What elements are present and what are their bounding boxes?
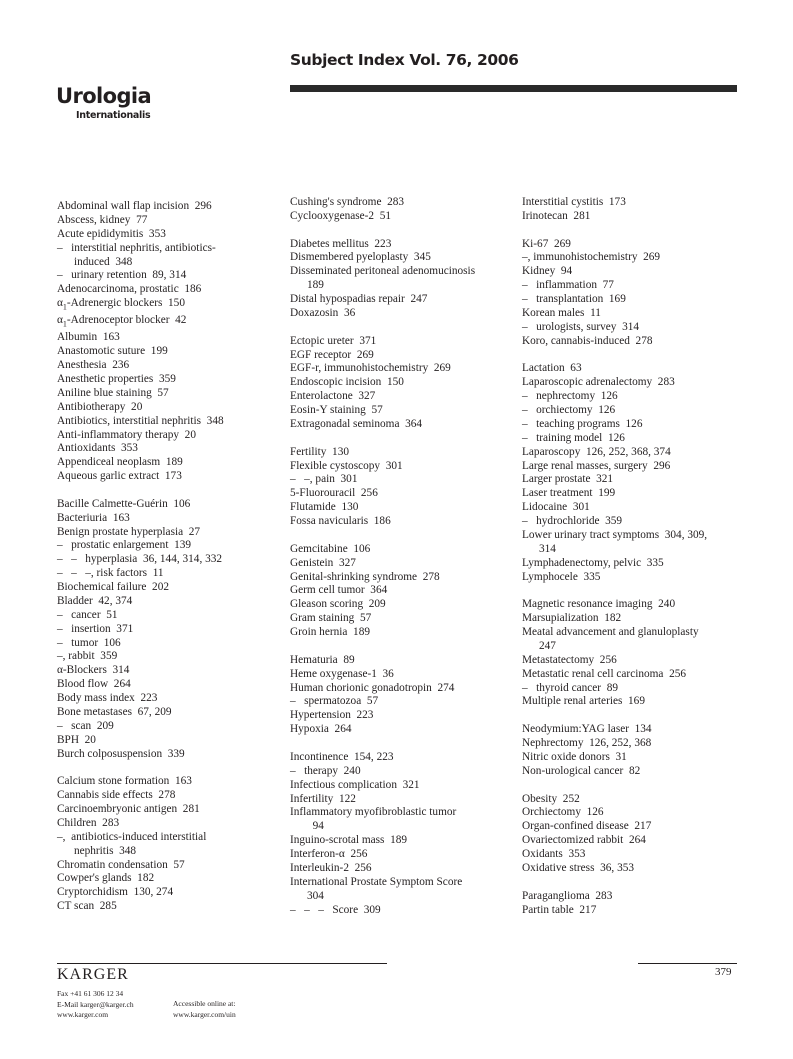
index-entry: – thyroid cancer 89 [522,681,618,694]
index-entry: 247 [522,639,556,652]
index-entry: EGF receptor 269 [290,348,374,361]
index-entry: Bladder 42, 374 [57,594,133,607]
journal-logo-subtitle: Internationalis [76,110,151,121]
index-entry: Flutamide 130 [290,501,359,514]
index-entry: Partin table 217 [522,903,597,916]
index-entry: – spermatozoa 57 [290,695,379,708]
index-entry: – interstitial nephritis, antibiotics- [57,241,216,254]
index-entry: Genistein 327 [290,556,356,569]
index-column-2 [290,196,518,917]
index-entry: Oxidants 353 [522,848,586,861]
index-entry: International Prostate Symptom Score [290,875,463,888]
index-entry: Nitric oxide donors 31 [522,750,627,763]
index-entry: Eosin-Y staining 57 [290,404,383,417]
index-entry: Metastatectomy 256 [522,653,617,666]
index-entry: Flexible cystoscopy 301 [290,459,403,472]
index-entry: Inguino-scrotal mass 189 [290,834,408,847]
index-entry: Gleason scoring 209 [290,598,386,611]
section-gap [522,349,747,363]
index-entry: Oxidative stress 36, 353 [522,861,635,874]
index-entry: Lower urinary tract symptoms 304, 309, [522,528,708,541]
index-entry: Neodymium:YAG laser 134 [522,723,652,736]
index-entry: Hypertension 223 [290,709,374,722]
index-entry: Koro, cannabis-induced 278 [522,334,653,347]
index-entry: – training model 126 [522,431,625,444]
index-entry: – teaching programs 126 [522,417,643,430]
index-entry: Anesthesia 236 [57,359,130,372]
index-entry: Organ-confined disease 217 [522,820,652,833]
index-entry: Adenocarcinoma, prostatic 186 [57,283,202,296]
index-entry: Hematuria 89 [290,653,355,666]
index-entry: –, antibiotics-induced interstitial [57,830,207,843]
index-entry: Paraganglioma 283 [522,889,613,902]
section-gap [290,737,518,751]
index-entry: – – – Score 309 [290,903,381,916]
index-entry: Carcinoembryonic antigen 281 [57,803,200,816]
index-entry: – transplantation 169 [522,293,626,306]
index-entry: – hydrochloride 359 [522,515,623,528]
index-entry: Lidocaine 301 [522,501,590,514]
online-label: Accessible online at: [173,999,236,1008]
index-entry: Multiple renal arteries 169 [522,695,645,708]
index-entry: – scan 209 [57,719,114,732]
section-gap [57,484,282,498]
index-entry: Antibiotherapy 20 [57,400,143,413]
index-entry: – – –, risk factors 11 [57,567,164,580]
index-entry: Anesthetic properties 359 [57,373,176,385]
index-entry: Kidney 94 [522,265,573,278]
index-entry: Incontinence 154, 223 [290,750,394,763]
index-entry: Endoscopic incision 150 [290,376,404,389]
index-entry: Bacille Calmette-Guérin 106 [57,497,191,510]
index-entry: Fossa navicularis 186 [290,515,391,528]
section-gap [522,709,747,723]
index-entry: Magnetic resonance imaging 240 [522,598,676,611]
section-gap [290,321,518,335]
index-entry: Groin hernia 189 [290,626,370,639]
index-entry: Lymphocele 335 [522,570,601,583]
index-entry: – urinary retention 89, 314 [57,269,187,282]
index-entry: – urologists, survey 314 [522,320,640,333]
index-entry: Bacteriuria 163 [57,511,130,524]
section-gap [522,224,747,238]
index-entry: Blood flow 264 [57,678,131,691]
index-entry: α-Blockers 314 [57,664,130,677]
index-entry: Ectopic ureter 371 [290,334,377,347]
index-column-1 [57,200,282,914]
online-access-info [173,999,236,1020]
index-entry: Cannabis side effects 278 [57,789,176,802]
index-entry: – – hyperplasia 36, 144, 314, 332 [57,553,223,566]
index-entry: Fertility 130 [290,445,349,458]
index-entry: Larger prostate 321 [522,473,614,486]
index-entry: –, rabbit 359 [57,650,118,663]
title-rule-bar [290,85,737,92]
index-entry: Benign prostate hyperplasia 27 [57,525,201,538]
index-entry: – prostatic enlargement 139 [57,539,192,552]
index-entry: 189 [290,279,324,292]
index-entry: Obesity 252 [522,792,580,805]
index-entry: Interleukin-2 256 [290,861,372,874]
index-entry: Orchiectomy 126 [522,806,604,819]
index-entry: Laparoscopic adrenalectomy 283 [522,376,675,389]
index-entry: 304 [290,889,324,902]
section-gap [290,432,518,446]
index-entry: Calcium stone formation 163 [57,775,192,788]
index-entry: Marsupialization 182 [522,612,622,625]
section-gap [290,640,518,654]
index-entry: Ovariectomized rabbit 264 [522,834,646,847]
index-entry: 314 [522,542,556,555]
index-entry: Infertility 122 [290,792,356,805]
email-address: E-Mail karger@karger.ch [57,999,134,1009]
index-entry: Gemcitabine 106 [290,542,371,555]
index-entry: – inflammation 77 [522,279,614,292]
index-entry: Disseminated peritoneal adenomucinosis [290,265,476,278]
index-column-3 [522,196,747,917]
fax-number: Fax +41 61 306 12 34 [57,989,124,998]
index-entry: 5-Fluorouracil 256 [290,487,378,500]
section-gap [290,529,518,543]
section-gap [290,224,518,238]
index-entry: Enterolactone 327 [290,390,376,403]
footer-rule-right [638,963,737,964]
website-link[interactable]: www.karger.com [57,1010,109,1019]
section-gap [522,584,747,598]
index-entry: Anti-inflammatory therapy 20 [57,428,196,441]
index-entry: Abdominal wall flap incision 296 [57,200,212,212]
section-gap [522,779,747,793]
journal-logo: Urologia [56,84,152,108]
index-entry: nephritis 348 [57,844,137,857]
index-entry: Anastomotic suture 199 [57,345,168,358]
index-entry: Human chorionic gonadotropin 274 [290,681,455,694]
index-entry: Laser treatment 199 [522,487,616,500]
index-entry: Bone metastases 67, 209 [57,705,172,718]
index-entry: Albumin 163 [57,331,120,344]
index-entry: Hypoxia 264 [290,723,352,736]
publisher-logo: KARGER [57,966,129,983]
index-entry: $\alpha_1$-Adrenergic blockers 150 [57,297,185,312]
index-entry: Antioxidants 353 [57,442,138,455]
index-entry: – orchiectomy 126 [522,404,616,417]
index-entry: CT scan 285 [57,900,117,913]
index-entry: Burch colposuspension 339 [57,747,185,760]
index-entry: Appendiceal neoplasm 189 [57,456,183,469]
index-entry: Acute epididymitis 353 [57,227,166,240]
index-entry: Large renal masses, surgery 296 [522,459,671,472]
index-entry: Interstitial cystitis 173 [522,196,626,208]
index-entry: Inflammatory myofibroblastic tumor [290,806,457,819]
index-entry: 94 [290,820,324,833]
section-gap [57,761,282,775]
index-entry: Abscess, kidney 77 [57,213,148,226]
index-entry: Genital-shrinking syndrome 278 [290,570,440,583]
section-gap [522,876,747,890]
index-entry: Irinotecan 281 [522,209,591,222]
index-entry: Doxazosin 36 [290,306,356,319]
index-entry: – insertion 371 [57,622,134,635]
index-entry: Cryptorchidism 130, 274 [57,886,174,899]
index-entry: – nephrectomy 126 [522,390,618,403]
index-entry: Germ cell tumor 364 [290,584,388,597]
index-entry: $\alpha_1$-Adrenoceptor blocker 42 [57,314,187,329]
index-entry: Antibiotics, interstitial nephritis 348 [57,414,224,427]
page-title: Subject Index Vol. 76, 2006 [290,51,519,69]
index-entry: Meatal advancement and glanuloplasty [522,626,699,639]
online-url-link[interactable]: www.karger.com/uin [173,1009,236,1019]
index-entry: – –, pain 301 [290,473,358,486]
index-entry: Infectious complication 321 [290,778,420,791]
index-entry: Children 283 [57,816,120,829]
index-entry: Cushing's syndrome 283 [290,196,405,208]
index-entry: Distal hypospadias repair 247 [290,293,428,306]
index-entry: Aqueous garlic extract 173 [57,470,182,483]
index-entry: Extragonadal seminoma 364 [290,417,423,430]
index-entry: Korean males 11 [522,306,601,319]
index-entry: Chromatin condensation 57 [57,858,185,871]
index-entry: Cyclooxygenase-2 51 [290,209,392,222]
index-entry: Cowper's glands 182 [57,872,155,885]
index-entry: BPH 20 [57,733,96,746]
index-entry: Diabetes mellitus 223 [290,237,392,250]
index-entry: Biochemical failure 202 [57,581,169,594]
index-entry: Lactation 63 [522,362,582,375]
index-entry: – tumor 106 [57,636,121,649]
index-entry: EGF-r, immunohistochemistry 269 [290,362,451,375]
footer-rule-left [57,963,387,964]
contact-info [57,989,134,1021]
index-entry: Gram staining 57 [290,612,372,625]
index-entry: Heme oxygenase-1 36 [290,667,394,680]
index-entry: Laparoscopy 126, 252, 368, 374 [522,445,671,458]
index-entry: induced 348 [57,255,133,268]
index-entry: Metastatic renal cell carcinoma 256 [522,667,687,680]
index-entry: Interferon-α 256 [290,848,368,861]
index-entry: Non-urological cancer 82 [522,764,641,777]
index-entry: Body mass index 223 [57,692,158,705]
index-entry: Ki-67 269 [522,237,571,250]
index-entry: –, immunohistochemistry 269 [522,251,661,264]
index-entry: – cancer 51 [57,608,118,621]
index-entry: Nephrectomy 126, 252, 368 [522,737,652,750]
page-number: 379 [715,966,732,978]
index-entry: Dismembered pyeloplasty 345 [290,251,431,264]
index-entry: – therapy 240 [290,764,361,777]
index-entry: Aniline blue staining 57 [57,386,169,399]
index-entry: Lymphadenectomy, pelvic 335 [522,556,664,569]
